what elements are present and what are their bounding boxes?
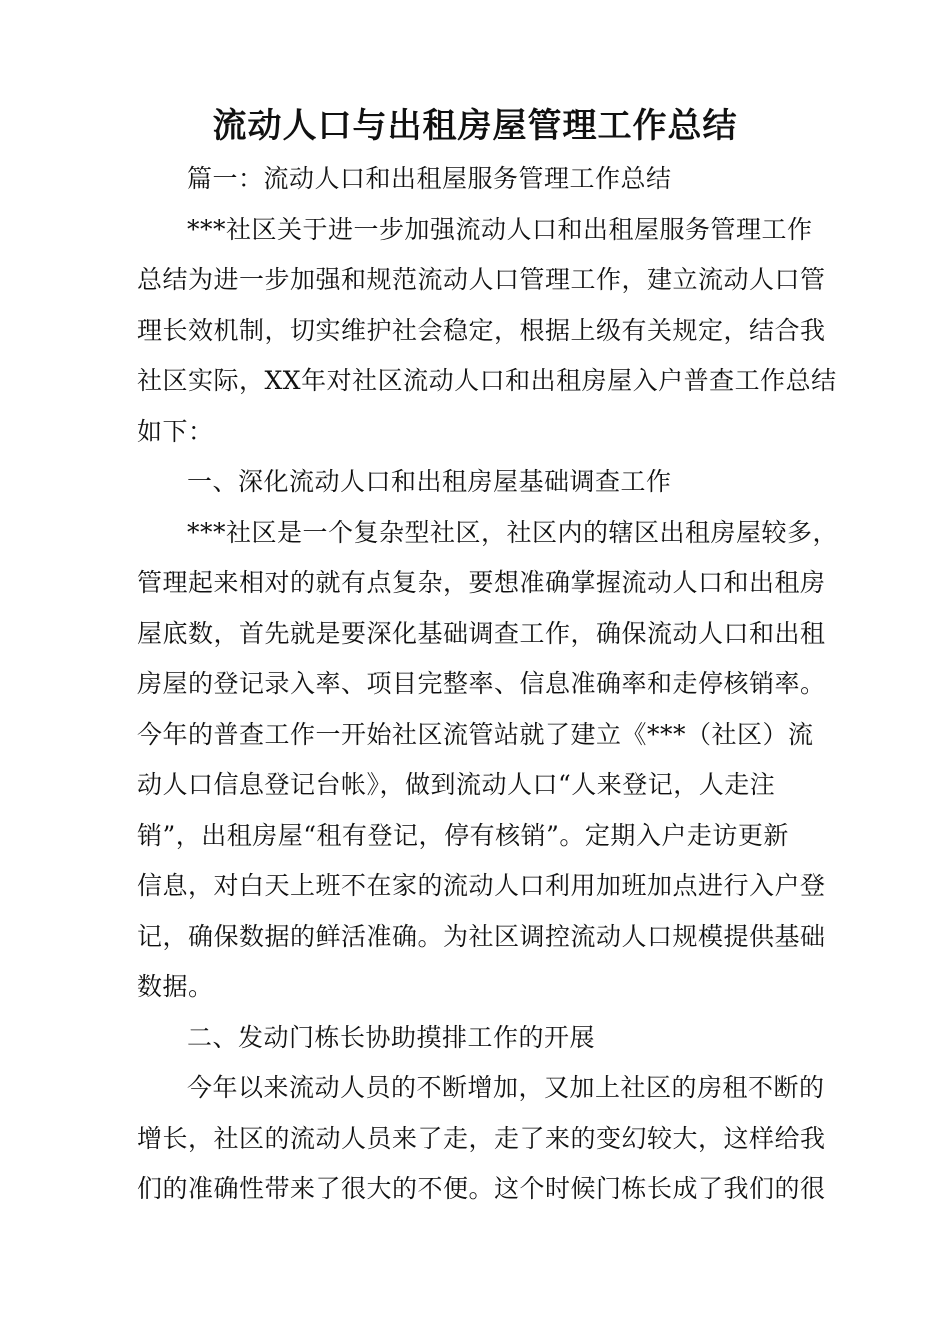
text-line: 们的准确性带来了很大的不便。这个时候门栋长成了我们的很 bbox=[137, 1174, 826, 1203]
text-line: 今年以来流动人员的不断增加，又加上社区的房租不断的 bbox=[187, 1073, 825, 1102]
text-line: 记，确保数据的鲜活准确。为社区调控流动人口规模提供基础 bbox=[137, 921, 826, 951]
text-line: ***社区是一个复杂型社区，社区内的辖区出租房屋较多， bbox=[187, 517, 839, 547]
text-line: 二、发动门栋长协助摸排工作的开展 bbox=[187, 1022, 596, 1052]
text-line: 社区实际，XX年对社区流动人口和出租房屋入户普查工作总结 bbox=[137, 366, 837, 395]
document-body bbox=[137, 154, 837, 1215]
text-line: 销”，出租房屋“租有登记，停有核销”。定期入户走访更新 bbox=[137, 820, 789, 850]
text-line: 篇一：流动人口和出租屋服务管理工作总结 bbox=[187, 164, 672, 193]
text-line: 理长效机制，切实维护社会稳定，根据上级有关规定，结合我 bbox=[137, 315, 826, 345]
text-line: 信息，对白天上班不在家的流动人口利用加班加点进行入户登 bbox=[137, 871, 826, 900]
text-line: 今年的普查工作一开始社区流管站就了建立《***（社区）流 bbox=[137, 719, 814, 749]
text-line: ***社区关于进一步加强流动人口和出租屋服务管理工作 bbox=[187, 214, 813, 244]
text-line: 数据。 bbox=[137, 972, 214, 1001]
text-line: 总结为进一步加强和规范流动人口管理工作，建立流动人口管 bbox=[137, 265, 826, 294]
text-line: 一、深化流动人口和出租房屋基础调查工作 bbox=[187, 467, 672, 496]
text-line: 屋底数，首先就是要深化基础调查工作，确保流动人口和出租 bbox=[137, 618, 826, 648]
text-line: 如下： bbox=[137, 416, 214, 446]
text-line: 增长，社区的流动人员来了走，走了来的变幻较大，这样给我 bbox=[137, 1123, 826, 1153]
text-line: 管理起来相对的就有点复杂，要想准确掌握流动人口和出租房 bbox=[137, 568, 826, 597]
document-title: 流动人口与出租房屋管理工作总结 bbox=[212, 106, 738, 146]
text-line: 动人口信息登记台帐》，做到流动人口“人来登记，人走注 bbox=[137, 770, 776, 799]
text-line: 房屋的登记录入率、项目完整率、信息准确率和走停核销率。 bbox=[137, 669, 826, 698]
